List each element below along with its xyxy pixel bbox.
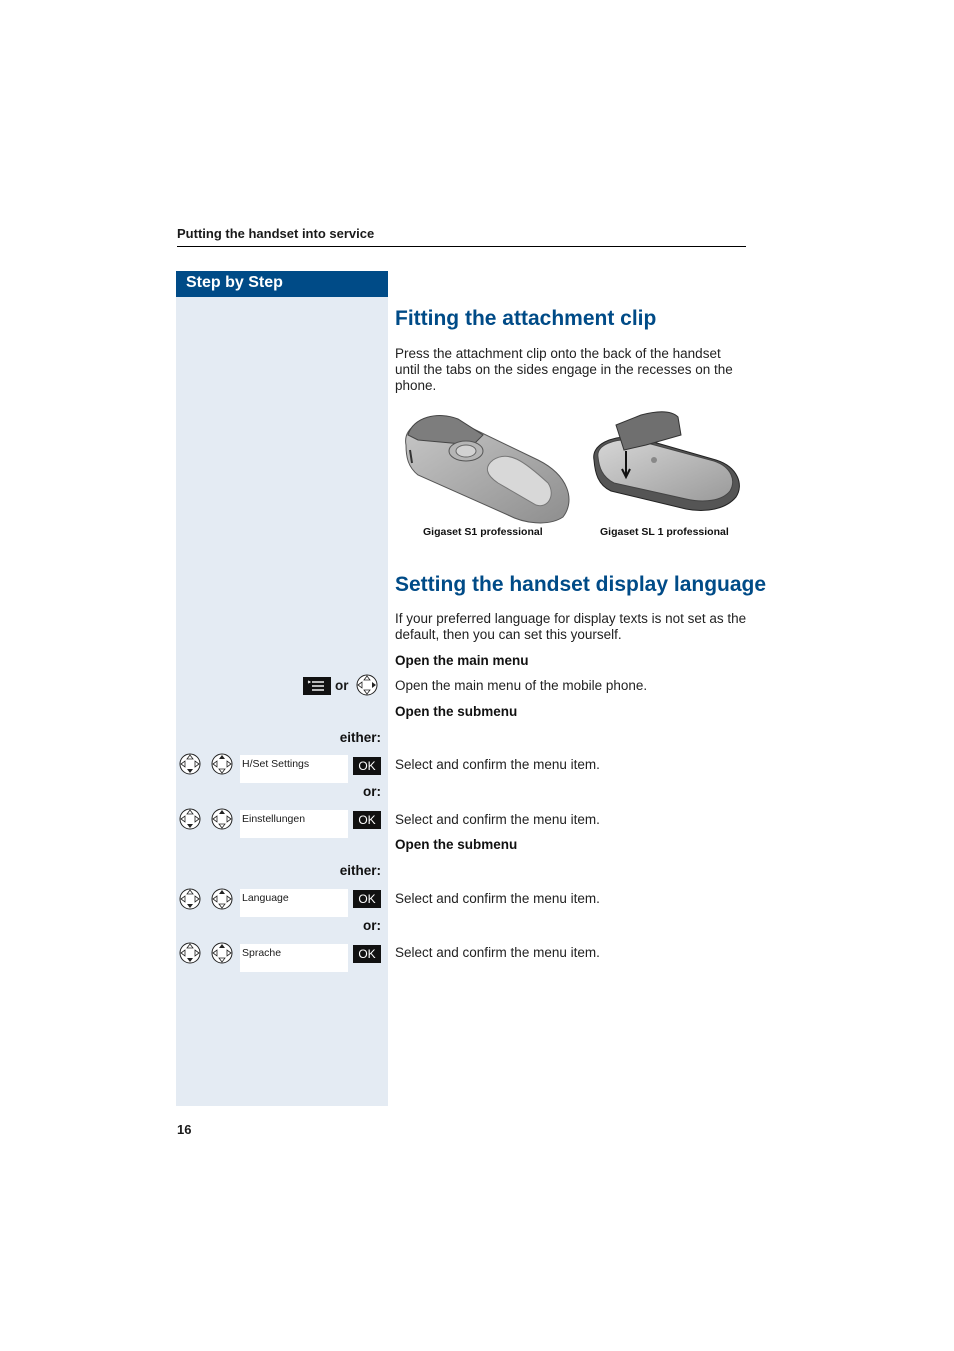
- running-header: Putting the handset into service: [177, 226, 375, 241]
- row-desc: Select and confirm the menu item.: [395, 757, 600, 772]
- gigaset-sl1-image: [586, 405, 744, 517]
- ok-key: OK: [353, 945, 381, 963]
- attachment-clip-text: Press the attachment clip onto the back of the handset until the tabs on the sides engage in the recesses on the phone.: [395, 346, 733, 393]
- either-label-1: either:: [339, 730, 381, 745]
- display-menu-item: [240, 810, 348, 838]
- nav-key-up-icon: [211, 808, 233, 830]
- section-title-display-language: Setting the handset display language: [395, 573, 767, 596]
- page-number: 16: [177, 1122, 192, 1137]
- display-menu-item: [240, 755, 348, 783]
- or-label-1: or:: [363, 784, 381, 799]
- open-submenu-heading-2: Open the submenu: [395, 837, 518, 852]
- ok-key: OK: [353, 811, 381, 829]
- display-language-text: If your preferred language for display texts is not set as the default, then you can set this yourself.: [395, 611, 747, 642]
- navigation-key-icon: [356, 674, 378, 696]
- open-main-menu-heading: Open the main menu: [395, 653, 529, 668]
- menu-key-icon: [303, 677, 331, 695]
- sidebar-header: [176, 271, 388, 297]
- gigaset-s1-image: [398, 405, 578, 527]
- display-menu-item: [240, 889, 348, 917]
- nav-key-down-icon: [179, 753, 201, 775]
- open-main-menu-desc: Open the main menu of the mobile phone.: [395, 678, 648, 693]
- nav-key-up-icon: [211, 942, 233, 964]
- nav-key-down-icon: [179, 888, 201, 910]
- or-label-2: or:: [363, 918, 381, 933]
- ok-key: OK: [353, 890, 381, 908]
- nav-key-up-icon: [211, 753, 233, 775]
- menu-item-label: Language: [242, 892, 289, 904]
- menu-item-label: Einstellungen: [242, 813, 306, 825]
- row-desc: Select and confirm the menu item.: [395, 891, 600, 906]
- menu-item-label: H/Set Settings: [242, 758, 310, 770]
- nav-key-down-icon: [179, 942, 201, 964]
- open-submenu-heading-1: Open the submenu: [395, 704, 518, 719]
- header-rule: [177, 246, 746, 247]
- sidebar-title: Step by Step: [186, 274, 283, 291]
- menu-item-label: Sprache: [242, 947, 282, 959]
- section-title-attachment-clip: Fitting the attachment clip: [395, 307, 657, 330]
- nav-key-down-icon: [179, 808, 201, 830]
- display-menu-item: [240, 944, 348, 972]
- either-label-2: either:: [339, 863, 381, 878]
- row-desc: Select and confirm the menu item.: [395, 812, 600, 827]
- nav-key-up-icon: [211, 888, 233, 910]
- row-desc: Select and confirm the menu item.: [395, 945, 600, 960]
- caption-sl1: Gigaset SL 1 professional: [600, 526, 729, 538]
- ok-key: OK: [353, 757, 381, 775]
- or-connector: or: [335, 678, 349, 693]
- caption-s1: Gigaset S1 professional: [423, 526, 543, 538]
